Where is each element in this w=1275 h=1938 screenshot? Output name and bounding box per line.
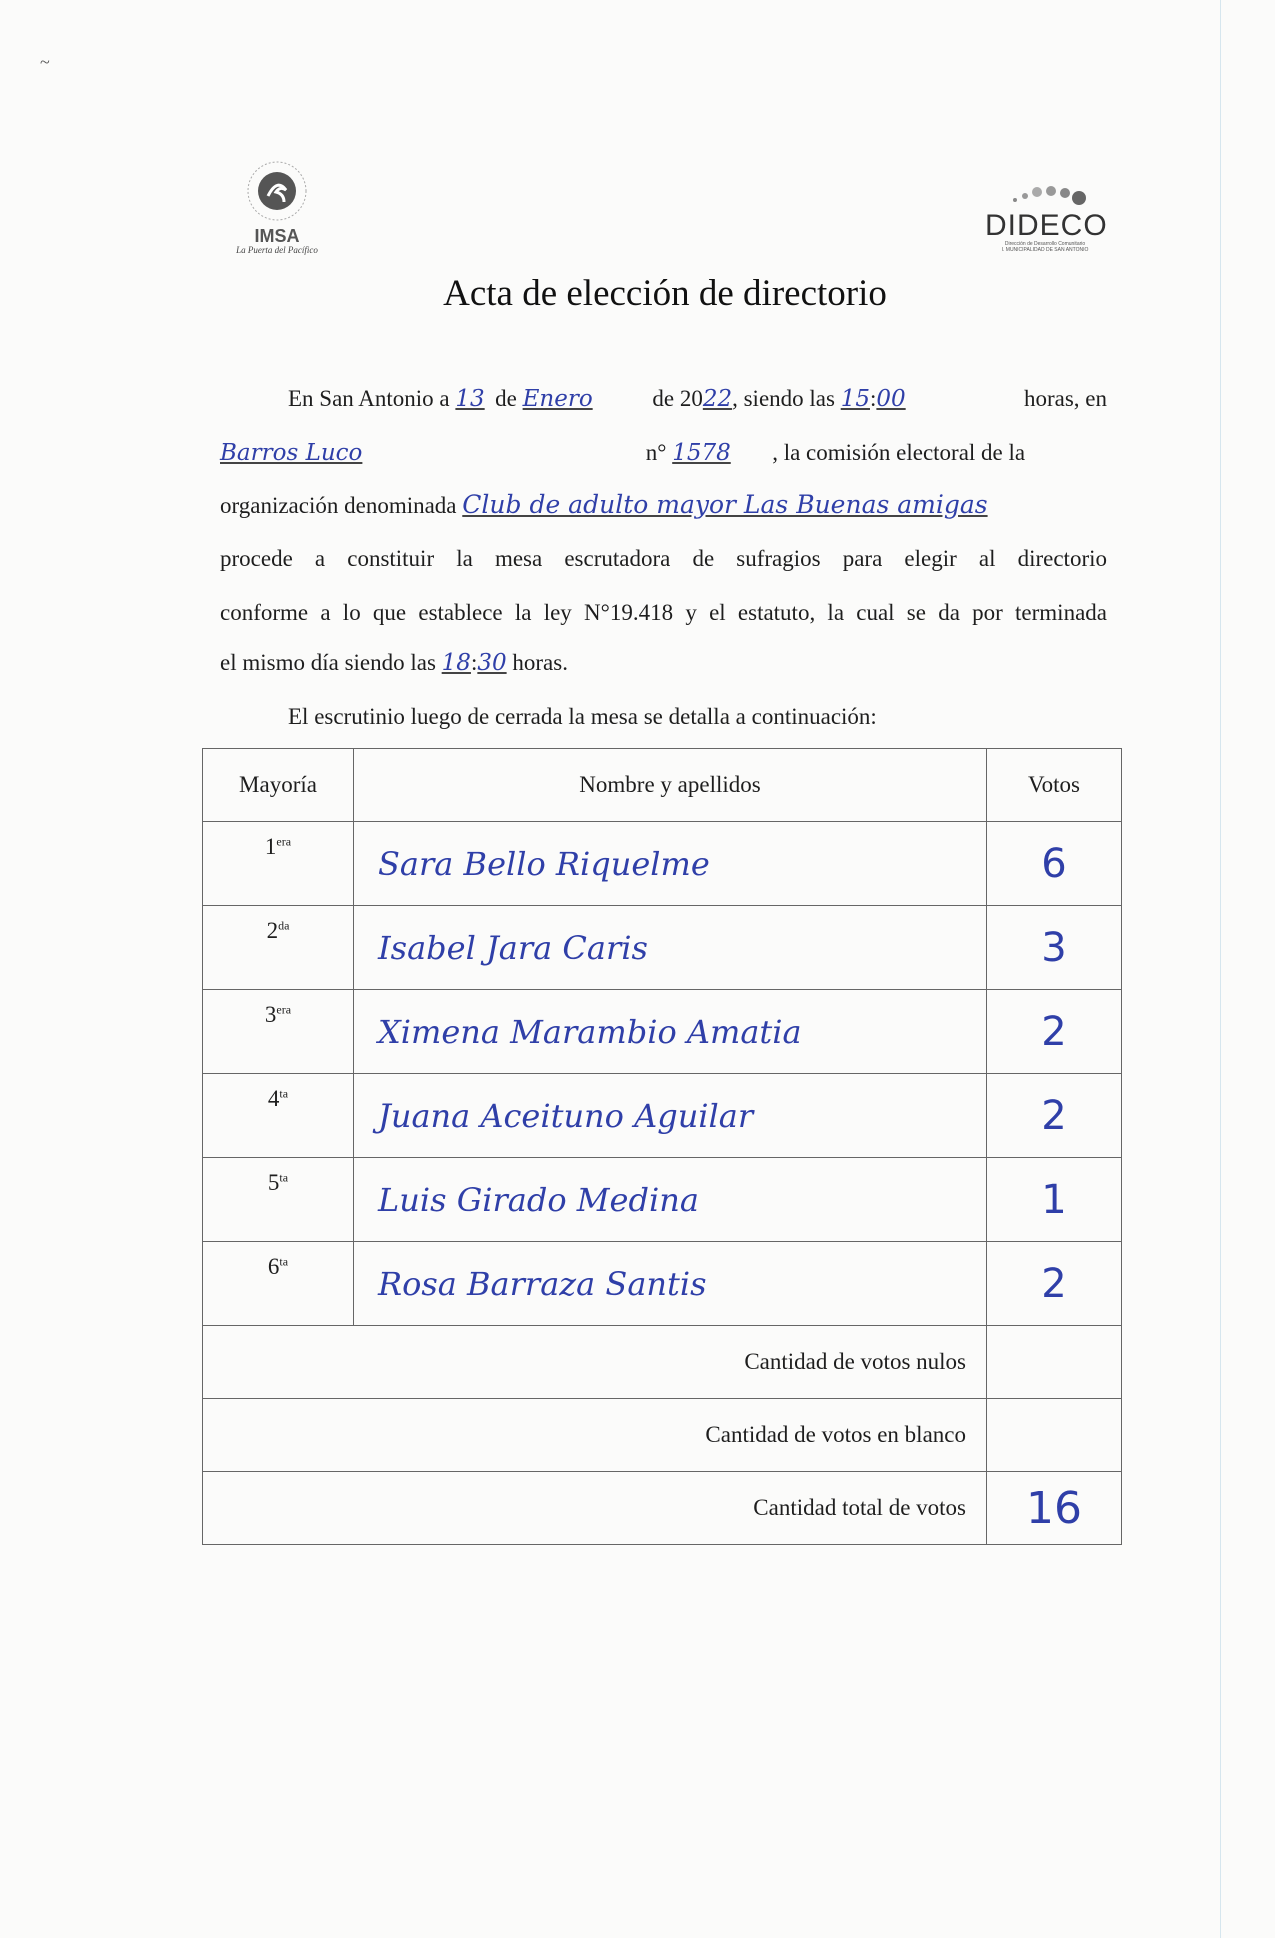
null-votes-row — [203, 1326, 1122, 1399]
blank-votes-value — [987, 1399, 1122, 1472]
municipal-seal-icon — [246, 160, 308, 222]
rank-suffix: era — [276, 834, 292, 849]
table-row — [203, 906, 1122, 990]
rank-number: 5 — [267, 1170, 280, 1195]
intro-text: horas. — [512, 650, 568, 675]
rank-suffix: ta — [279, 1170, 289, 1185]
rank-suffix: ta — [279, 1086, 289, 1101]
blank-votes-label: Cantidad de votos en blanco — [203, 1399, 987, 1472]
intro-text: En San Antonio a — [288, 386, 450, 411]
candidate-name: Juana Aceituno Aguilar — [354, 1074, 987, 1158]
end-hour-field: 18 — [441, 650, 471, 676]
colon: : — [870, 386, 877, 411]
rank-cell — [203, 990, 354, 1074]
scan-mark: ~ — [40, 52, 50, 72]
results-table — [202, 748, 1122, 1545]
candidate-name: Sara Bello Riquelme — [354, 822, 987, 906]
intro-text: de 20 — [652, 386, 703, 411]
dideco-subtitle-2: I. MUNICIPALIDAD DE SAN ANTONIO — [1001, 247, 1089, 253]
rank-suffix: da — [278, 918, 290, 933]
intro-line-5: conforme a lo que establece la ley N°19.418 y el estatuto, la cual se da por terminada — [220, 600, 1107, 625]
street-field: Barros Luco — [220, 440, 363, 466]
votes-header: Votos — [987, 749, 1122, 822]
scrutiny-text: El escrutinio luego de cerrada la mesa se detalla a continuación: — [288, 704, 877, 729]
rank-suffix: ta — [279, 1254, 289, 1269]
table-header-row — [203, 749, 1122, 822]
intro-line-1 — [288, 384, 1107, 414]
end-minute-field: 30 — [477, 650, 507, 676]
year-field: 22 — [702, 386, 733, 412]
name-header: Nombre y apellidos — [354, 749, 987, 822]
candidate-name: Luis Girado Medina — [354, 1158, 987, 1242]
dideco-logo — [985, 178, 1108, 253]
table-row — [203, 1158, 1122, 1242]
intro-text: , la comisión electoral de la — [772, 440, 1026, 465]
rank-suffix: era — [276, 1002, 292, 1017]
page-title: Acta de elección de directorio — [443, 273, 887, 314]
rank-number: 1 — [264, 834, 277, 859]
candidate-name: Ximena Marambio Amatia — [354, 990, 987, 1074]
intro-text: horas, en — [1023, 386, 1107, 411]
table-row — [203, 990, 1122, 1074]
dideco-brand: DIDECO — [985, 209, 1108, 242]
candidate-name: Isabel Jara Caris — [354, 906, 987, 990]
intro-text: organización denominada — [220, 493, 457, 518]
rank-cell — [203, 1158, 354, 1242]
intro-text: n° — [645, 440, 667, 465]
intro-text: de — [495, 386, 517, 411]
rank-number: 2 — [266, 918, 279, 943]
start-minute-field: 00 — [876, 386, 906, 412]
blank-votes-row — [203, 1399, 1122, 1472]
total-votes-label: Cantidad total de votos — [203, 1472, 987, 1545]
imsa-brand: IMSA — [254, 226, 300, 246]
rank-cell — [203, 1074, 354, 1158]
candidate-votes: 2 — [987, 990, 1122, 1074]
month-field: Enero — [522, 386, 593, 412]
total-votes-value: 16 — [987, 1472, 1122, 1545]
candidate-votes: 3 — [987, 906, 1122, 990]
intro-line-6 — [220, 648, 1107, 678]
candidate-votes: 6 — [987, 822, 1122, 906]
organization-name-field: Club de adulto mayor Las Buenas amigas — [462, 490, 988, 519]
intro-line-4: procede a constituir la mesa escrutadora de sufragios para elegir al directorio — [220, 546, 1107, 571]
rank-number: 6 — [267, 1254, 280, 1279]
null-votes-label: Cantidad de votos nulos — [203, 1326, 987, 1399]
intro-line-3 — [220, 490, 1107, 521]
intro-line-2 — [220, 438, 1107, 468]
street-number-field: 1578 — [672, 440, 731, 466]
imsa-logo — [222, 160, 332, 255]
dideco-subtitle: Dirección de Desarrollo Comunitario — [1004, 241, 1086, 247]
candidate-votes: 2 — [987, 1242, 1122, 1326]
start-hour-field: 15 — [840, 386, 870, 412]
imsa-tagline: La Puerta del Pacífico — [236, 245, 318, 255]
rank-number: 4 — [267, 1086, 280, 1111]
table-row — [203, 1242, 1122, 1326]
rank-number: 3 — [264, 1002, 277, 1027]
day-field: 13 — [455, 386, 485, 412]
table-row — [203, 822, 1122, 906]
intro-text: el mismo día siendo las — [220, 650, 436, 675]
null-votes-value — [987, 1326, 1122, 1399]
rank-header: Mayoría — [203, 749, 354, 822]
intro-text: , siendo las — [732, 386, 835, 411]
rank-cell — [203, 1242, 354, 1326]
candidate-votes: 1 — [987, 1158, 1122, 1242]
colon: : — [470, 650, 478, 675]
total-votes-row — [203, 1472, 1122, 1545]
rank-cell — [203, 906, 354, 990]
candidate-votes: 2 — [987, 1074, 1122, 1158]
rank-cell — [203, 822, 354, 906]
candidate-name: Rosa Barraza Santis — [354, 1242, 987, 1326]
dideco-dots-icon — [985, 178, 1105, 206]
table-row — [203, 1074, 1122, 1158]
